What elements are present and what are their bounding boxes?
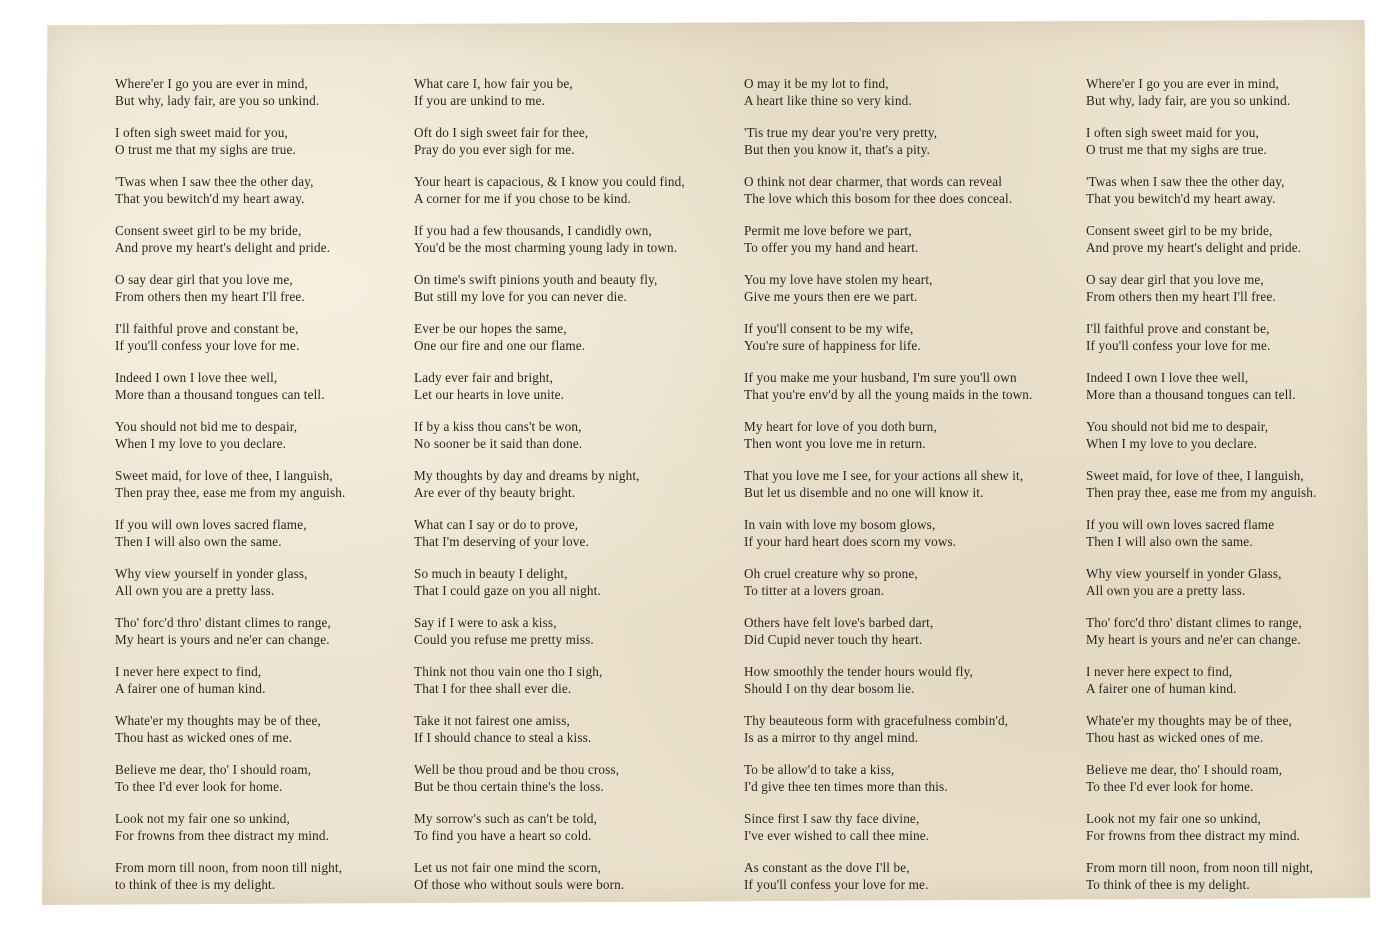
couplet [744,76,1033,125]
verse-line: And prove my heart's delight and pride. [1086,239,1302,255]
verse-line: Then pray thee, ease me from my anguish. [1086,484,1317,500]
verse-line: Why view yourself in yonder glass, [115,566,308,581]
couplet [414,174,685,223]
verse-line: But still my love for you can never die. [414,288,627,304]
couplet [1086,125,1316,174]
verse-line: To offer you my hand and heart. [744,239,919,255]
couplet [1086,76,1316,125]
verse-line: Tho' forc'd thro' distant climes to range, [115,615,331,630]
verse-line: Why view yourself in yonder Glass, [1086,566,1282,581]
couplet [414,713,685,762]
verse-line: That you bewitch'd my heart away. [1086,190,1276,206]
verse-line: Say if I were to ask a kiss, [414,615,557,630]
verse-line: A heart like thine so very kind. [744,92,912,108]
couplet [1086,321,1316,370]
couplet [414,125,685,174]
verse-line: If I should chance to steal a kiss. [414,729,592,745]
verse-line: Then I will also own the same. [1086,533,1253,549]
verse-line: O say dear girl that you love me, [1086,272,1264,287]
verse-line: From morn till noon, from noon till night, [115,860,343,875]
verse-line: To think of thee is my delight. [1086,876,1250,892]
couplet [115,713,345,762]
couplet [744,272,1033,321]
verse-line: If you'll confess your love for me. [744,876,929,892]
verse-line: I never here expect to find, [1086,664,1233,679]
verse-line: But then you know it, that's a pity. [744,141,931,157]
verse-line: Look not my fair one so unkind, [1086,811,1261,826]
verse-line: Where'er I go you are ever in mind, [115,76,308,91]
verse-line: What can I say or do to prove, [414,517,579,532]
couplet [115,370,345,419]
verse-line: From morn till noon, from noon till night, [1086,860,1314,875]
verse-line: Sweet maid, for love of thee, I languish, [1086,468,1304,483]
verse-line: One our fire and one our flame. [414,337,586,353]
couplet [414,860,685,909]
verse-line: That you bewitch'd my heart away. [115,190,305,206]
verse-line: If you will own loves sacred flame, [115,517,307,532]
verse-line: That I could gaze on you all night. [414,582,601,598]
couplet [414,76,685,125]
couplet [115,811,345,860]
verse-line: If you'll confess your love for me. [115,337,300,353]
verse-line: Give me yours then ere we part. [744,288,918,304]
verse-line: In vain with love my bosom glows, [744,517,936,532]
verse-line: But why, lady fair, are you so unkind. [1086,92,1291,108]
verse-line: Believe me dear, tho' I should roam, [115,762,312,777]
verse-line: The love which this bosom for thee does conceal. [744,190,1013,206]
verse-line: O may it be my lot to find, [744,76,889,91]
couplet [115,419,345,468]
couplet [414,321,685,370]
verse-line: Then I will also own the same. [115,533,282,549]
couplet [1086,566,1316,615]
couplet [115,76,345,125]
verse-line: Indeed I own I love thee well, [1086,370,1249,385]
verse-line: Should I on thy dear bosom lie. [744,680,915,696]
verse-line: My sorrow's such as can't be told, [414,811,598,826]
couplet [414,615,685,664]
verse-line: 'Twas when I saw thee the other day, [115,174,314,189]
verse-line: Look not my fair one so unkind, [115,811,290,826]
verse-line: How smoothly the tender hours would fly, [744,664,973,679]
verse-line: When I my love to you declare. [115,435,287,451]
couplet [1086,713,1316,762]
verse-line: That I'm deserving of your love. [414,533,589,549]
couplet [414,517,685,566]
couplet [115,762,345,811]
couplet [115,272,345,321]
verse-line: But why, lady fair, are you so unkind. [115,92,320,108]
verse-line: If by a kiss thou cans't be won, [414,419,582,434]
couplet [1086,272,1316,321]
couplet [1086,370,1316,419]
couplet [1086,811,1316,860]
verse-line: For frowns from thee distract my mind. [1086,827,1301,843]
verse-line: Since first I saw thy face divine, [744,811,920,826]
verse-line: Oft do I sigh sweet fair for thee, [414,125,589,140]
verse-line: From others then my heart I'll free. [115,288,305,304]
verse-line: If you'll consent to be my wife, [744,321,914,336]
verse-line: Of those who without souls were born. [414,876,625,892]
verse-line: What care I, how fair you be, [414,76,573,91]
couplet [1086,517,1316,566]
couplet [1086,860,1316,909]
couplet [1086,174,1316,223]
couplet [115,321,345,370]
couplet [744,762,1033,811]
verse-line: To find you have a heart so cold. [414,827,592,843]
verse-line: If you will own loves sacred flame [1086,517,1275,532]
verse-line: O trust me that my sighs are true. [1086,141,1267,157]
verse-line: Whate'er my thoughts may be of thee, [115,713,321,728]
verse-line: Let our hearts in love unite. [414,386,565,402]
verse-line: You my love have stolen my heart, [744,272,933,287]
verse-line: to think of thee is my delight. [115,876,276,892]
verse-line: Ever be our hopes the same, [414,321,567,336]
verse-line: If your hard heart does scorn my vows. [744,533,957,549]
verse-line: Then wont you love me in return. [744,435,926,451]
verse-line: But be thou certain thine's the loss. [414,778,604,794]
verse-line: To titter at a lovers groan. [744,582,885,598]
couplet [414,272,685,321]
verse-line: O say dear girl that you love me, [115,272,293,287]
couplet [744,664,1033,713]
verse-line: Are ever of thy beauty bright. [414,484,576,500]
verse-line: My heart for love of you doth burn, [744,419,937,434]
couplet [414,223,685,272]
verse-line: I often sigh sweet maid for you, [1086,125,1259,140]
verse-line: To thee I'd ever look for home. [115,778,283,794]
verse-line: When I my love to you declare. [1086,435,1258,451]
verse-line: I never here expect to find, [115,664,262,679]
verse-line: Pray do you ever sigh for me. [414,141,575,157]
verse-line: If you make me your husband, I'm sure you'll own [744,370,1017,385]
verse-line: On time's swift pinions youth and beauty fly, [414,272,658,287]
couplet [744,860,1033,909]
verse-line: Let us not fair one mind the scorn, [414,860,601,875]
couplet [744,223,1033,272]
verse-line: Your heart is capacious, & I know you could find, [414,174,685,189]
verse-line: That you're env'd by all the young maids in the town. [744,386,1033,402]
verse-line: Well be thou proud and be thou cross, [414,762,620,777]
verse-line: Is as a mirror to thy angel mind. [744,729,919,745]
couplet [744,811,1033,860]
verse-line: But let us disemble and no one will know it. [744,484,984,500]
verse-line: You'd be the most charming young lady in town. [414,239,678,255]
couplet [744,615,1033,664]
couplet [414,566,685,615]
verse-line: That I for thee shall ever die. [414,680,572,696]
verse-line: More than a thousand tongues can tell. [115,386,325,402]
verse-line: That you love me I see, for your actions all shew it, [744,468,1024,483]
verse-line: To thee I'd ever look for home. [1086,778,1254,794]
verse-line: Then pray thee, ease me from my anguish. [115,484,346,500]
verse-line: If you had a few thousands, I candidly own, [414,223,652,238]
couplet [744,125,1033,174]
verse-line: 'Twas when I saw thee the other day, [1086,174,1285,189]
couplet [414,419,685,468]
couplet [744,517,1033,566]
couplet [115,174,345,223]
couplet [115,468,345,517]
verse-line: My heart is yours and ne'er can change. [1086,631,1301,647]
verse-line: A fairer one of human kind. [1086,680,1237,696]
verse-line: 'Tis true my dear you're very pretty, [744,125,938,140]
couplet [1086,762,1316,811]
verse-line: Thou hast as wicked ones of me. [115,729,293,745]
couplet [115,517,345,566]
verse-line: If you'll confess your love for me. [1086,337,1271,353]
verse-line: All own you are a pretty lass. [1086,582,1246,598]
verse-line: Did Cupid never touch thy heart. [744,631,923,647]
verse-line: From others then my heart I'll free. [1086,288,1276,304]
verse-line: And prove my heart's delight and pride. [115,239,331,255]
verse-line: For frowns from thee distract my mind. [115,827,330,843]
couplet [115,615,345,664]
verse-line: So much in beauty I delight, [414,566,568,581]
couplet [115,223,345,272]
verse-line: Others have felt love's barbed dart, [744,615,934,630]
verse-line: A fairer one of human kind. [115,680,266,696]
verse-line: Where'er I go you are ever in mind, [1086,76,1279,91]
verse-line: A corner for me if you chose to be kind. [414,190,631,206]
verse-line: I'll faithful prove and constant be, [115,321,299,336]
verse-line: I'd give thee ten times more than this. [744,778,948,794]
couplet [414,664,685,713]
couplet [1086,615,1316,664]
text-column-1 [115,76,345,909]
text-column-2 [414,76,685,909]
verse-line: Believe me dear, tho' I should roam, [1086,762,1283,777]
verse-line: Oh cruel creature why so prone, [744,566,918,581]
verse-line: Thy beauteous form with gracefulness combin'd, [744,713,1009,728]
verse-line: No sooner be it said than done. [414,435,583,451]
verse-line: I'll faithful prove and constant be, [1086,321,1270,336]
verse-line: Consent sweet girl to be my bride, [1086,223,1273,238]
couplet [115,566,345,615]
couplet [115,125,345,174]
verse-line: O trust me that my sighs are true. [115,141,296,157]
verse-line: Sweet maid, for love of thee, I languish, [115,468,333,483]
verse-line: Tho' forc'd thro' distant climes to range, [1086,615,1302,630]
couplet [414,811,685,860]
couplet [1086,419,1316,468]
verse-line: Take it not fairest one amiss, [414,713,570,728]
couplet [744,713,1033,762]
couplet [115,664,345,713]
verse-line: You should not bid me to despair, [115,419,298,434]
verse-line: All own you are a pretty lass. [115,582,275,598]
text-column-3 [744,76,1033,909]
verse-line: Indeed I own I love thee well, [115,370,278,385]
couplet [115,860,345,909]
verse-line: Whate'er my thoughts may be of thee, [1086,713,1292,728]
couplet [744,370,1033,419]
verse-line: You should not bid me to despair, [1086,419,1269,434]
verse-line: Lady ever fair and bright, [414,370,554,385]
verse-line: Thou hast as wicked ones of me. [1086,729,1264,745]
couplet [414,370,685,419]
verse-line: Think not thou vain one tho I sigh, [414,664,603,679]
verse-line: I've ever wished to call thee mine. [744,827,930,843]
verse-line: You're sure of happiness for life. [744,337,921,353]
couplet [744,468,1033,517]
couplet [1086,468,1316,517]
couplet [744,321,1033,370]
couplet [414,468,685,517]
couplet [744,174,1033,223]
couplet [744,566,1033,615]
verse-line: More than a thousand tongues can tell. [1086,386,1296,402]
couplet [744,419,1033,468]
verse-line: My heart is yours and ne'er can change. [115,631,330,647]
verse-line: Could you refuse me pretty miss. [414,631,594,647]
couplet [1086,223,1316,272]
verse-line: Permit me love before we part, [744,223,912,238]
verse-line: Consent sweet girl to be my bride, [115,223,302,238]
verse-line: To be allow'd to take a kiss, [744,762,895,777]
verse-line: My thoughts by day and dreams by night, [414,468,640,483]
verse-line: O think not dear charmer, that words can reveal [744,174,1003,189]
verse-line: If you are unkind to me. [414,92,546,108]
couplet [414,762,685,811]
text-column-4 [1086,76,1316,909]
verse-line: I often sigh sweet maid for you, [115,125,288,140]
verse-line: As constant as the dove I'll be, [744,860,910,875]
couplet [1086,664,1316,713]
